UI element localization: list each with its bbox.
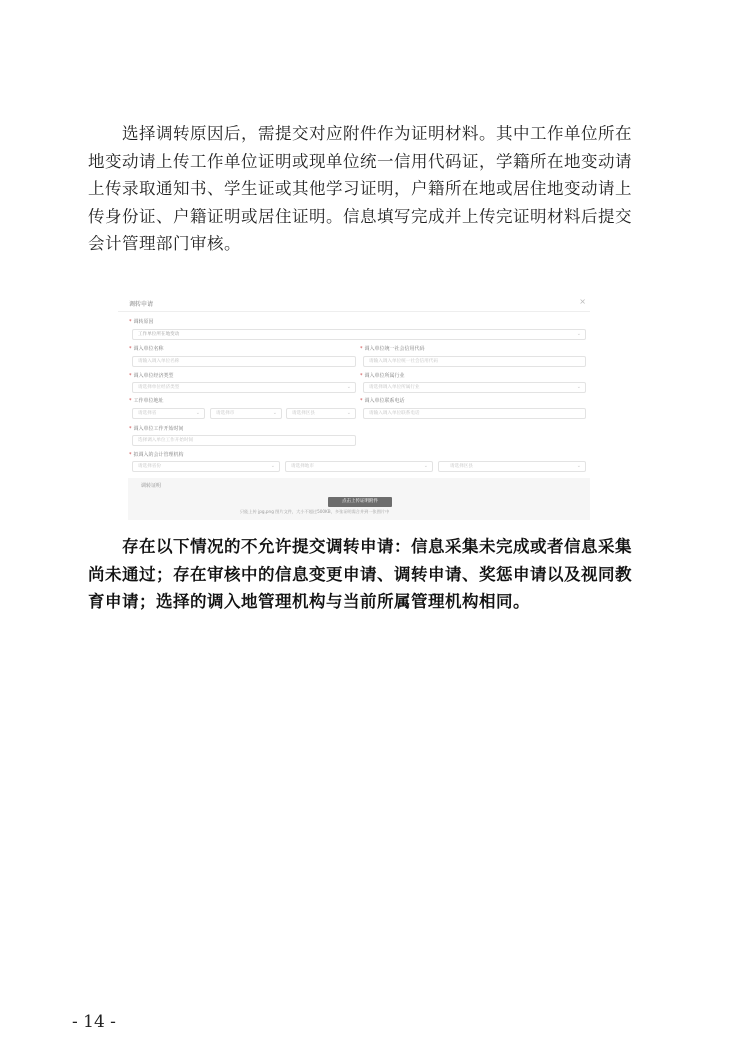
agency-district-select[interactable]: 请选择区县 ⌄ bbox=[438, 461, 586, 472]
credit-code-input[interactable]: 请输入调入单位统一社会信用代码 bbox=[363, 356, 586, 367]
chevron-down-icon: ⌄ bbox=[423, 463, 428, 469]
chevron-down-icon: ⌄ bbox=[272, 410, 277, 416]
chevron-down-icon: ⌄ bbox=[346, 410, 351, 416]
start-date-label: * 调入单位工作开始时间 bbox=[129, 426, 184, 432]
phone-input[interactable]: 请输入调入单位联系电话 bbox=[363, 408, 586, 419]
proof-label: 调转证明 bbox=[141, 483, 162, 489]
dialog-title: 调转申请 bbox=[129, 301, 154, 308]
text-line: 上传录取通知书、学生证或其他学习证明，户籍所在地或居住地变动请上 bbox=[88, 179, 632, 199]
chevron-down-icon: ⌄ bbox=[270, 463, 275, 469]
address-label: * 工作单位地址 bbox=[129, 398, 164, 404]
chevron-down-icon: ⌄ bbox=[195, 410, 200, 416]
phone-label: * 调入单位联系电话 bbox=[360, 398, 405, 404]
divider bbox=[118, 311, 590, 312]
text-line: 会计管理部门审核。 bbox=[88, 234, 241, 254]
reason-label: * 调转原因 bbox=[129, 319, 154, 325]
unit-name-label: * 调入单位名称 bbox=[129, 346, 164, 352]
chevron-down-icon: ⌄ bbox=[576, 331, 581, 337]
district-select[interactable]: 请选择区县 ⌄ bbox=[286, 408, 356, 419]
province-select[interactable]: 请选择省 ⌄ bbox=[132, 408, 205, 419]
upload-hint: 只能上传 jpg,png 图片文件，大小不超过500KB，多张证明需合并到一张图片中 bbox=[240, 509, 390, 514]
upload-proof-button[interactable]: 点击上传证明附件 bbox=[328, 497, 392, 507]
chevron-down-icon: ⌄ bbox=[576, 384, 581, 390]
restriction-paragraph bbox=[88, 533, 670, 616]
agency-province-select[interactable]: 请选择省份 ⌄ bbox=[132, 461, 280, 472]
text-line: 地变动请上传工作单位证明或现单位统一信用代码证，学籍所在地变动请 bbox=[88, 151, 632, 171]
transfer-application-screenshot bbox=[118, 296, 590, 524]
agency-label: * 拟调入的会计管理机构 bbox=[129, 452, 184, 458]
start-date-picker[interactable]: 选择调入单位工作开始时间 bbox=[132, 435, 356, 446]
instruction-paragraph bbox=[88, 120, 670, 258]
text-line: 尚未通过；存在审核中的信息变更申请、调转申请、奖惩申请以及视同教 bbox=[88, 564, 632, 584]
text-line: 存在以下情况的不允许提交调转申请：信息采集未完成或者信息采集 bbox=[122, 537, 632, 556]
credit-code-label: * 调入单位统一社会信用代码 bbox=[360, 346, 425, 352]
close-icon[interactable]: × bbox=[579, 297, 586, 306]
econ-type-select[interactable]: 请选择单位经济类型 ⌄ bbox=[132, 382, 356, 393]
page-number: - 14 - bbox=[72, 1012, 116, 1032]
unit-name-input[interactable]: 请输入调入单位名称 bbox=[132, 356, 356, 367]
chevron-down-icon: ⌄ bbox=[576, 463, 581, 469]
text-line: 育申请；选择的调入地管理机构与当前所属管理机构相同。 bbox=[88, 592, 530, 612]
city-select[interactable]: 请选择市 ⌄ bbox=[210, 408, 282, 419]
industry-label: * 调入单位所属行业 bbox=[360, 373, 405, 379]
econ-type-label: * 调入单位经济类型 bbox=[129, 373, 174, 379]
agency-city-select[interactable]: 请选择地市 ⌄ bbox=[285, 461, 433, 472]
chevron-down-icon: ⌄ bbox=[346, 384, 351, 390]
text-line: 选择调转原因后，需提交对应附件作为证明材料。其中工作单位所在 bbox=[122, 124, 632, 143]
reason-select[interactable]: 工作单位所在地变动 ⌄ bbox=[132, 329, 586, 340]
industry-select[interactable]: 请选择调入单位所属行业 ⌄ bbox=[363, 382, 586, 393]
text-line: 传身份证、户籍证明或居住证明。信息填写完成并上传完证明材料后提交 bbox=[88, 206, 632, 226]
